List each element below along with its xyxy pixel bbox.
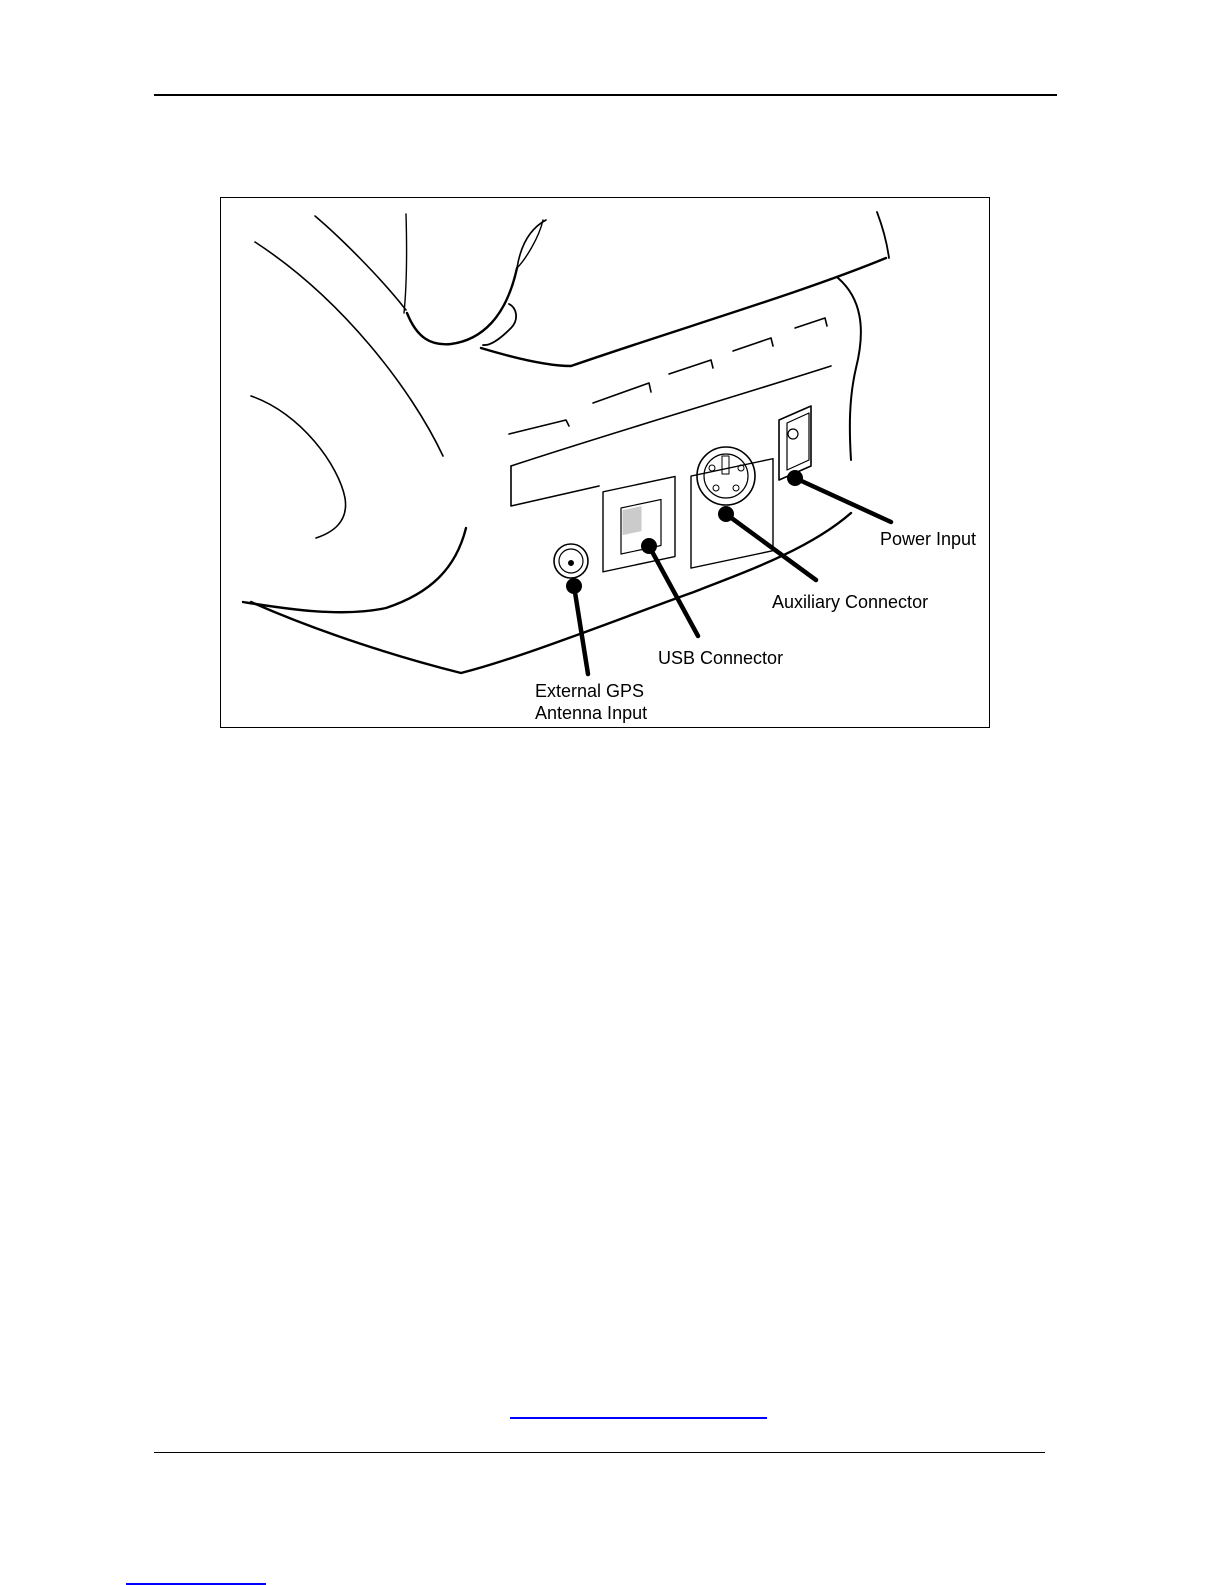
device-back-panel-drawing — [221, 198, 990, 728]
gps-antenna-label-line2: Antenna Input — [535, 703, 648, 723]
power-input-label: Power Input — [880, 529, 977, 549]
auxiliary-connector-leader — [726, 514, 816, 580]
gps-antenna-label-line1: External GPS — [535, 681, 645, 701]
gps-antenna-marker — [566, 578, 582, 594]
usb-connector-label: USB Connector — [658, 648, 784, 668]
connector-illustration — [220, 197, 990, 728]
footer-link-underline[interactable] — [510, 1417, 767, 1419]
header-rule — [154, 94, 1057, 96]
power-input-marker — [787, 470, 803, 486]
usb-connector-marker — [641, 538, 657, 554]
gps-antenna-leader — [574, 586, 588, 674]
auxiliary-connector-marker — [718, 506, 734, 522]
footer-rule — [154, 1452, 1045, 1453]
auxiliary-connector-label: Auxiliary Connector — [772, 592, 929, 612]
gps-antenna-label — [535, 680, 647, 724]
power-input-leader — [795, 478, 891, 522]
